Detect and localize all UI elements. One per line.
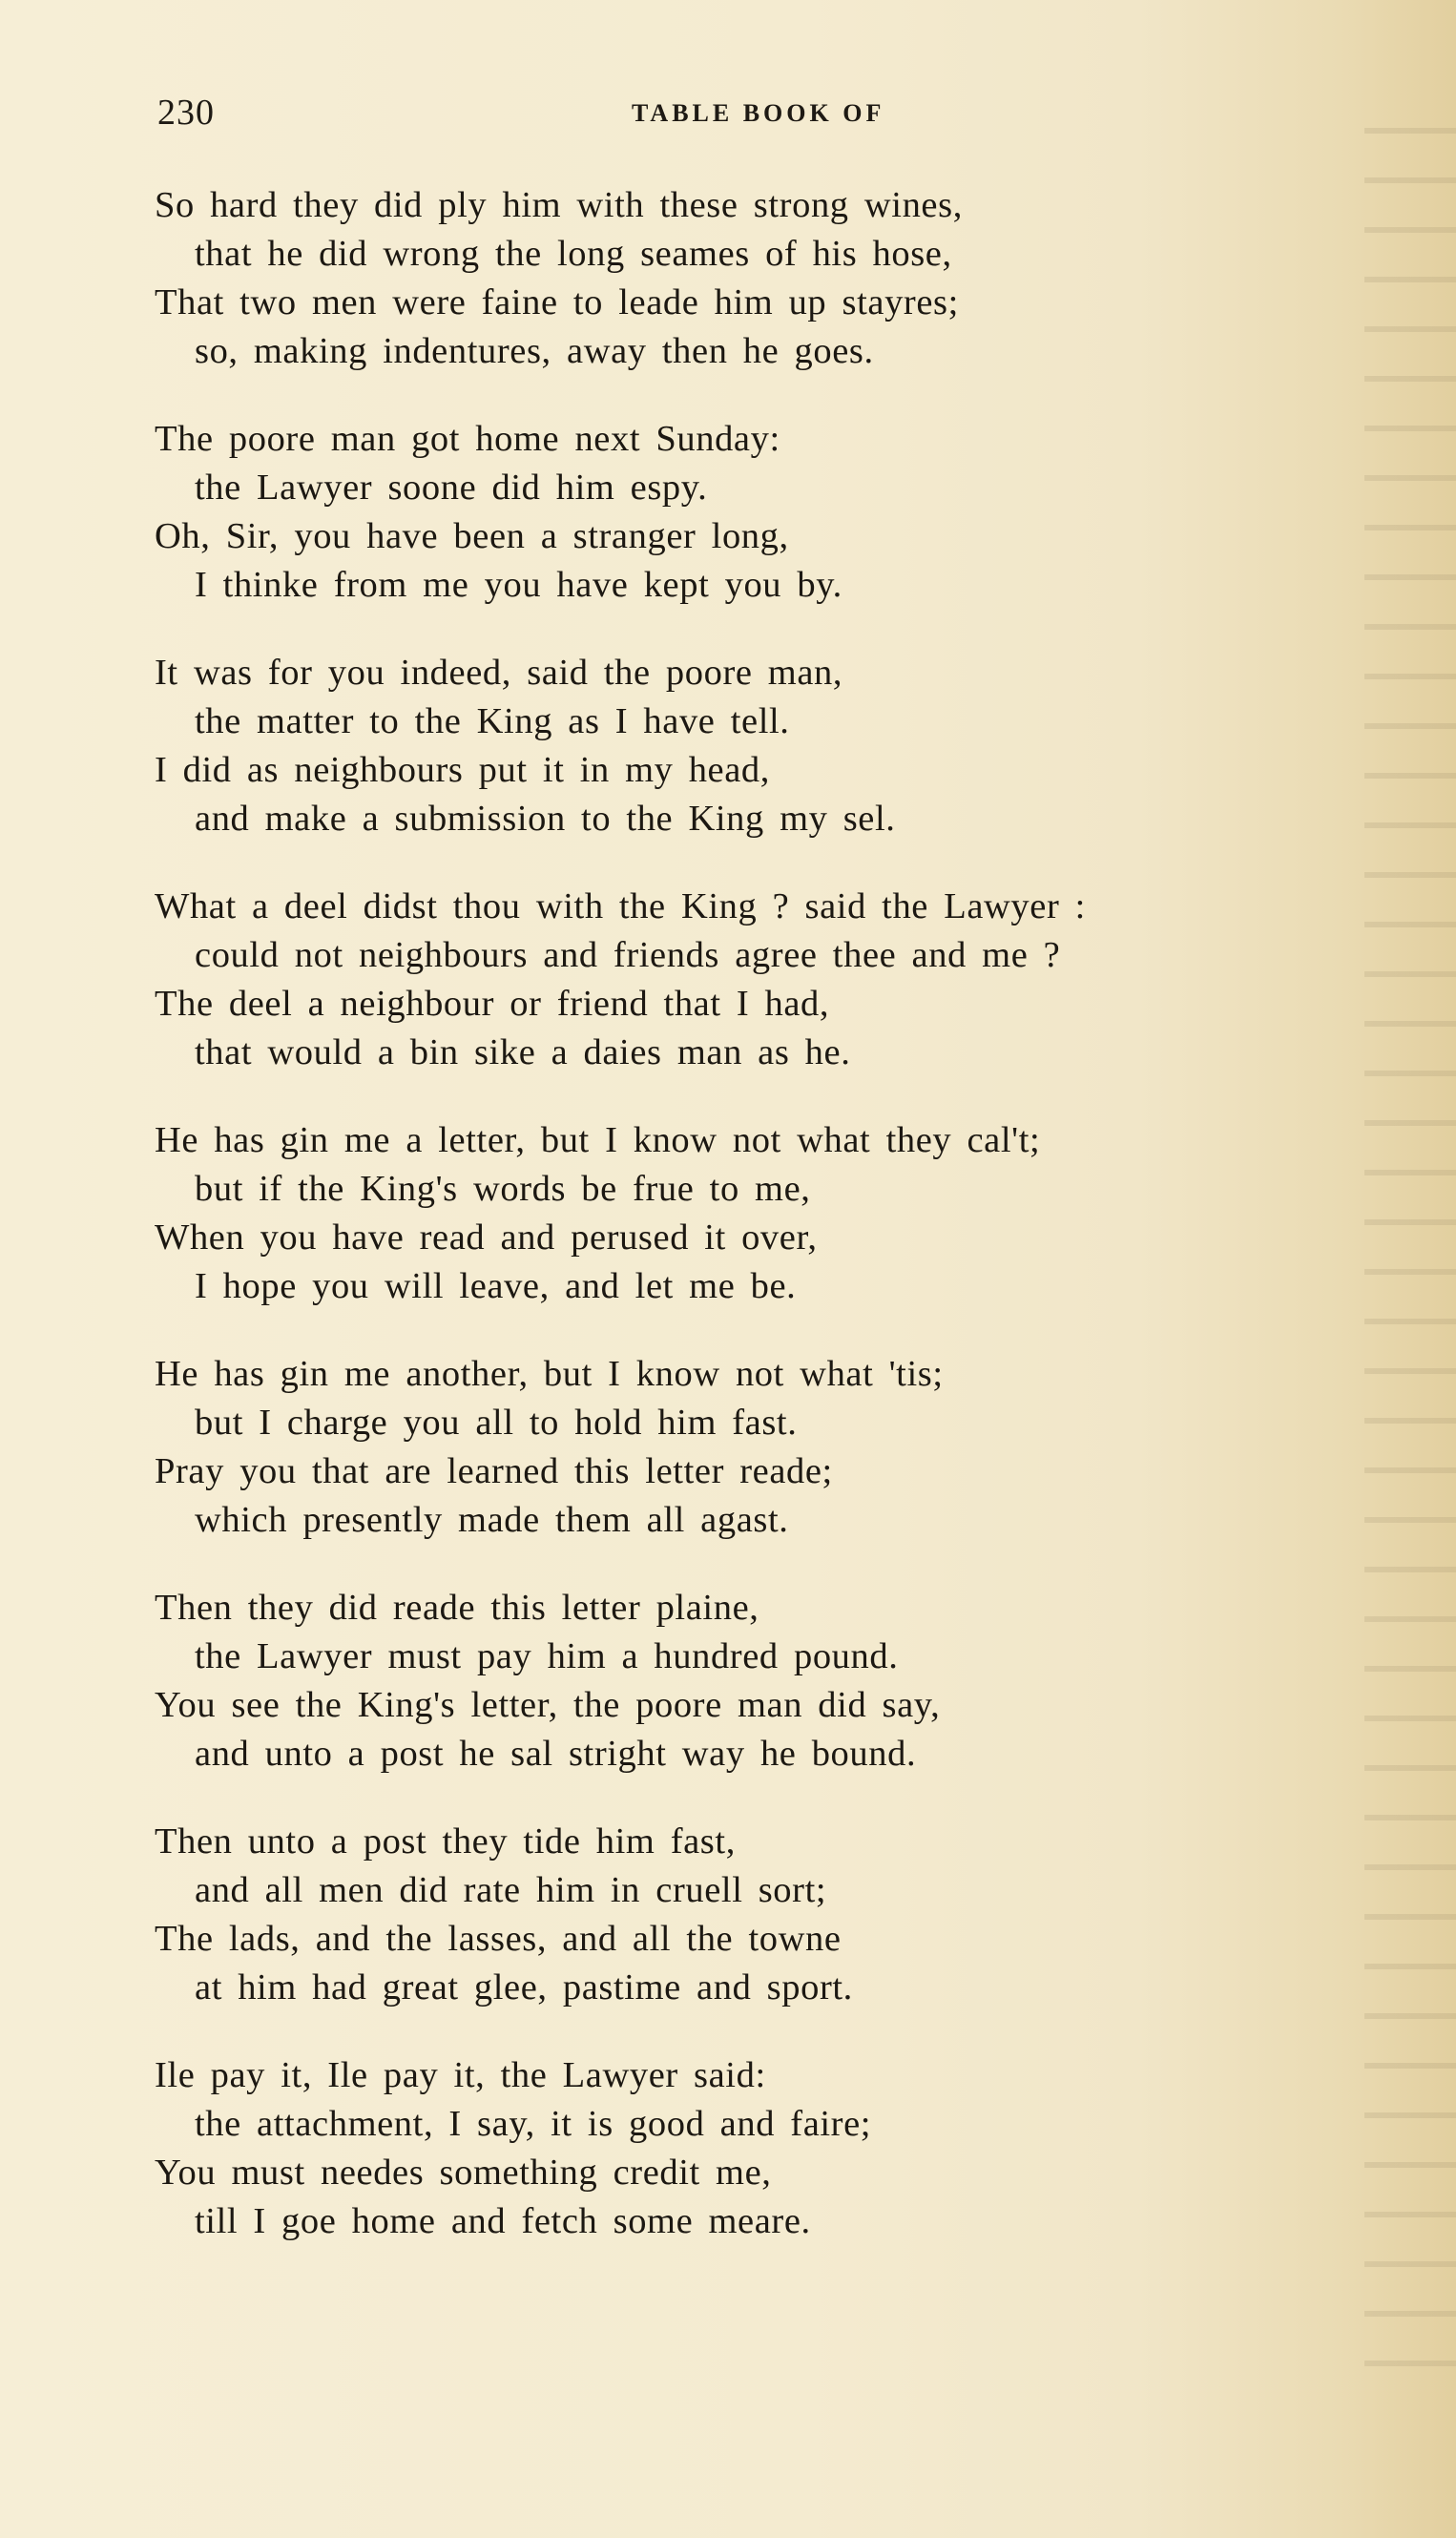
verse-line: Oh, Sir, you have been a stranger long,: [155, 516, 789, 556]
verse-line: He has gin me another, but I know not what 'tis;: [155, 1354, 944, 1394]
verse-line: You see the King's letter, the poore man did say,: [155, 1685, 941, 1725]
verse-line: which presently made them all agast.: [195, 1500, 789, 1540]
verse-line: The poore man got home next Sunday:: [155, 419, 780, 459]
verse-line: that would a bin sike a daies man as he.: [195, 1032, 851, 1072]
verse-line: that he did wrong the long seames of his hose,: [195, 234, 952, 274]
stanza: [155, 1116, 1242, 1311]
verse-line: and unto a post he sal stright way he bound.: [195, 1734, 917, 1774]
verse-line: could not neighbours and friends agree thee and me ?: [195, 935, 1061, 975]
verse-line: The lads, and the lasses, and all the towne: [155, 1919, 842, 1959]
verse-line: the Lawyer must pay him a hundred pound.: [195, 1636, 899, 1676]
verse-line: So hard they did ply him with these strong wines,: [155, 185, 963, 225]
verse-line: He has gin me a letter, but I know not what they cal't;: [155, 1120, 1041, 1160]
verse-line: Then unto a post they tide him fast,: [155, 1821, 736, 1862]
verse-line: but I charge you all to hold him fast.: [195, 1403, 798, 1443]
verse-line: I hope you will leave, and let me be.: [195, 1266, 797, 1306]
verse-line: and all men did rate him in cruell sort;: [195, 1870, 827, 1910]
verse-line: till I goe home and fetch some meare.: [195, 2201, 811, 2241]
running-head: [157, 92, 1207, 139]
running-title: TABLE BOOK OF: [632, 99, 885, 127]
poem-body: [155, 181, 1242, 2285]
verse-line: It was for you indeed, said the poore man,: [155, 653, 843, 693]
stanza: [155, 181, 1242, 376]
verse-line: That two men were faine to leade him up stayres;: [155, 282, 959, 322]
stanza: [155, 1584, 1242, 1779]
verse-line: and make a submission to the King my sel.: [195, 799, 896, 839]
stanza: [155, 649, 1242, 843]
stanza: [155, 2051, 1242, 2246]
verse-line: The deel a neighbour or friend that I had,: [155, 984, 830, 1024]
stanza: [155, 1350, 1242, 1545]
bleed-through-text: [1364, 95, 1456, 2385]
verse-line: the attachment, I say, it is good and faire;: [195, 2104, 872, 2144]
verse-line: so, making indentures, away then he goes.: [195, 331, 874, 371]
verse-line: You must needes something credit me,: [155, 2153, 772, 2193]
page-number: 230: [157, 93, 215, 133]
verse-line: I did as neighbours put it in my head,: [155, 750, 771, 790]
verse-line: I thinke from me you have kept you by.: [195, 565, 842, 605]
verse-line: Ile pay it, Ile pay it, the Lawyer said:: [155, 2055, 766, 2095]
verse-line: the Lawyer soone did him espy.: [195, 468, 708, 508]
stanza: [155, 883, 1242, 1077]
stanza: [155, 415, 1242, 610]
verse-line: at him had great glee, pastime and sport.: [195, 1967, 853, 2008]
verse-line: Then they did reade this letter plaine,: [155, 1588, 759, 1628]
stanza: [155, 1818, 1242, 2012]
verse-line: the matter to the King as I have tell.: [195, 701, 790, 741]
verse-line: What a deel didst thou with the King ? said the Lawyer :: [155, 886, 1086, 926]
verse-line: Pray you that are learned this letter reade;: [155, 1451, 833, 1491]
verse-line: When you have read and perused it over,: [155, 1217, 818, 1258]
verse-line: but if the King's words be frue to me,: [195, 1169, 811, 1209]
